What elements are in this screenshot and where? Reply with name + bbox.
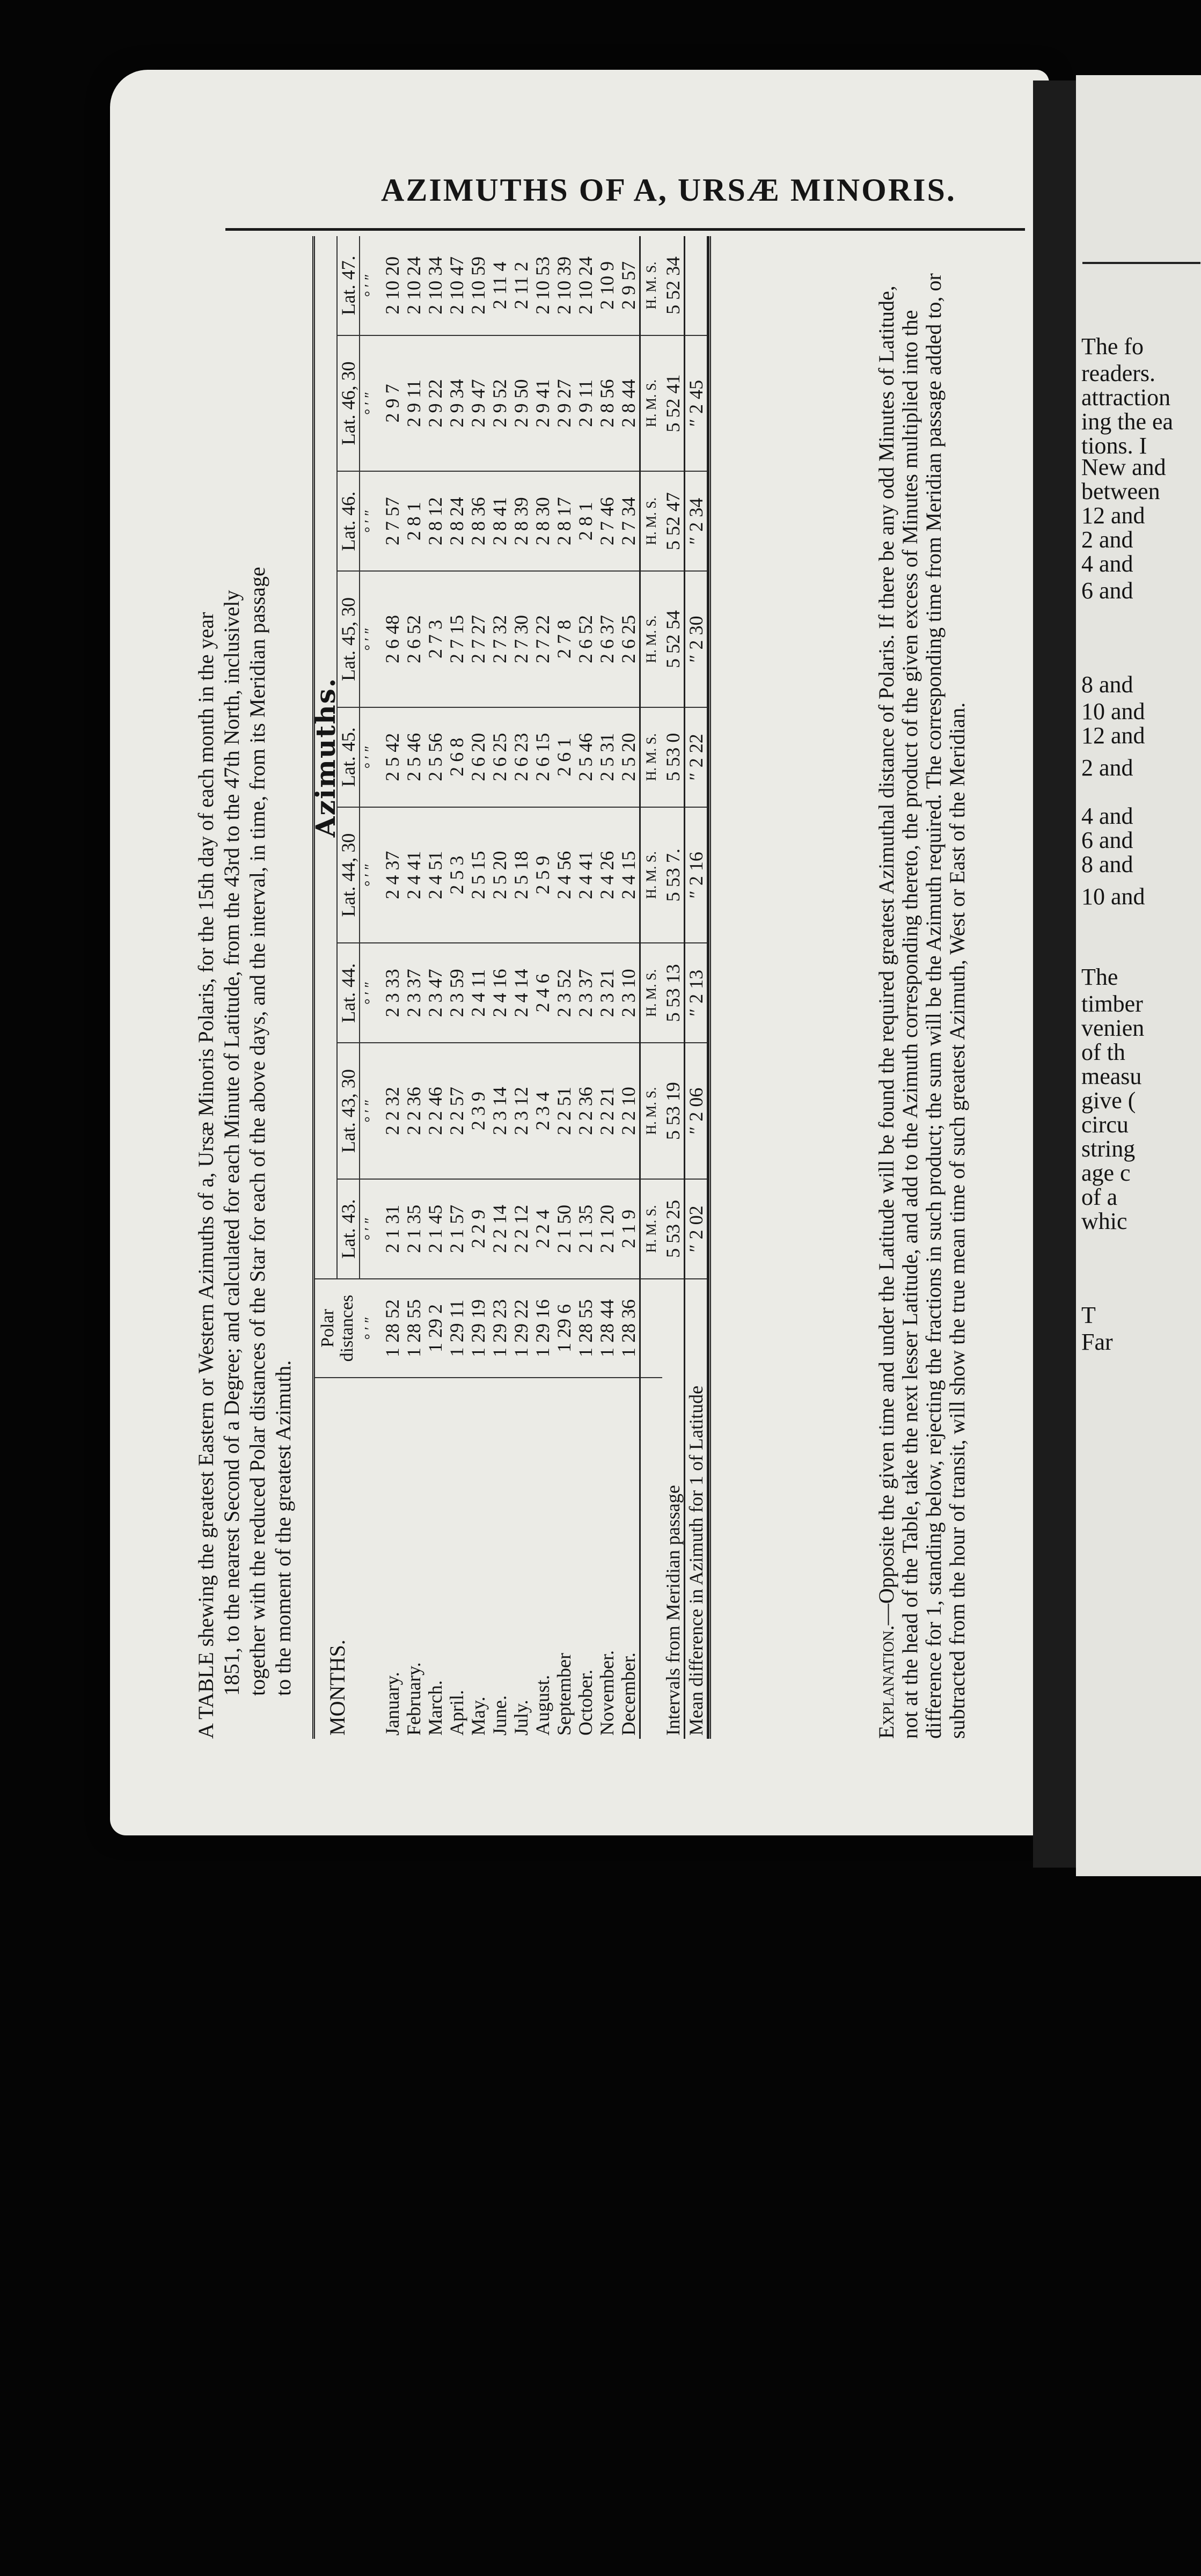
table-row [424, 236, 446, 1739]
title-rule [225, 228, 1025, 231]
right-page-text: attraction [1081, 384, 1171, 411]
azimuth-cell: 2 3 37 [575, 943, 596, 1043]
right-page-text: string [1081, 1136, 1136, 1162]
azimuth-cell: 2 7 57 [382, 471, 403, 571]
month-cell: November. [596, 1650, 618, 1736]
latitude-header: Lat. 43, 30 [337, 1043, 360, 1179]
interval-cell: 5 53 13 [662, 943, 685, 1043]
azimuth-cell: 2 11 4 [489, 236, 510, 335]
right-page-text: New and [1081, 454, 1166, 480]
azimuth-cell: 2 3 47 [424, 943, 446, 1043]
azimuth-cell: 2 7 30 [510, 571, 532, 707]
azimuth-table [312, 236, 711, 1739]
table-row [575, 236, 596, 1739]
month-cell: October. [575, 1670, 596, 1736]
azimuth-cell: 2 4 56 [553, 807, 575, 943]
azimuth-cell: 2 4 6 [532, 943, 553, 1043]
azimuth-cell: 2 2 4 [532, 1179, 553, 1279]
azimuth-cell: 2 4 11 [467, 943, 489, 1043]
azimuth-cell: 2 5 3 [446, 807, 467, 943]
azimuth-cell: 2 4 15 [618, 807, 640, 943]
azimuth-cell: 2 6 37 [596, 571, 618, 707]
azimuth-cell: 2 7 3 [424, 571, 446, 707]
azimuth-cell: 2 4 51 [424, 807, 446, 943]
azimuth-cell: 2 4 37 [382, 807, 403, 943]
units-cell: ° ′ ″ [360, 1043, 382, 1179]
azimuth-cell: 2 6 25 [618, 571, 640, 707]
interval-cell: 5 52 34 [662, 236, 685, 335]
units-cell: ° ′ ″ [360, 335, 382, 471]
azimuth-cell: 2 6 52 [575, 571, 596, 707]
right-page-text: venien [1081, 1015, 1145, 1041]
azimuth-cell: 2 8 44 [618, 335, 640, 471]
azimuth-cell: 2 3 52 [553, 943, 575, 1043]
right-page-text: measu [1081, 1063, 1142, 1089]
azimuth-cell: 2 5 56 [424, 707, 446, 807]
azimuth-cell: 2 4 16 [489, 943, 510, 1043]
azimuth-cell: 2 3 59 [446, 943, 467, 1043]
units-cell: ° ′ ″ [360, 571, 382, 707]
azimuth-cell: 2 8 39 [510, 471, 532, 571]
azimuth-cell: 2 11 2 [510, 236, 532, 335]
azimuth-cell: 2 7 22 [532, 571, 553, 707]
azimuth-cell: 2 9 11 [575, 335, 596, 471]
right-page-text: 2 and [1081, 526, 1133, 553]
table-row [618, 236, 640, 1739]
azimuth-cell: 2 6 52 [403, 571, 424, 707]
azimuth-cell: 2 2 57 [446, 1043, 467, 1179]
table-row [532, 236, 553, 1739]
azimuth-cell: 2 9 57 [618, 236, 640, 335]
latitude-header: Lat. 45, 30 [337, 571, 360, 707]
azimuth-cell: 2 10 20 [382, 236, 403, 335]
azimuth-cell: 2 9 50 [510, 335, 532, 471]
months-header: MONTHS. [325, 1640, 349, 1736]
interval-cell: 5 52 54 [662, 571, 685, 707]
table-row [446, 236, 467, 1739]
table-row [596, 236, 618, 1739]
month-cell: September [553, 1653, 575, 1736]
polar-distances-header: Polar distances [315, 1279, 360, 1378]
interval-cell: 5 52 41 [662, 335, 685, 471]
azimuth-cell: 2 1 35 [403, 1179, 424, 1279]
azimuth-cell: 2 5 18 [510, 807, 532, 943]
azimuth-cell: 2 3 9 [467, 1043, 489, 1179]
mean-difference-cell: ″ 2 22 [685, 707, 708, 807]
right-page-text: 6 and [1081, 827, 1133, 853]
caption-line: to the moment of the greatest Azimuth. [271, 1360, 295, 1696]
right-page-text: whic [1081, 1208, 1127, 1234]
hms-label: H. M. S. [640, 807, 663, 943]
azimuth-cell: 2 10 39 [553, 236, 575, 335]
right-page-text: ing the ea [1081, 408, 1174, 435]
table-row [510, 236, 532, 1739]
right-page-text: tions. I [1081, 433, 1147, 459]
month-cell: July. [510, 1700, 532, 1736]
table-row [382, 236, 403, 1739]
right-page [1076, 75, 1201, 1876]
right-page-text: between [1081, 478, 1160, 504]
azimuth-cell: 2 3 14 [489, 1043, 510, 1179]
azimuth-cell: 2 9 22 [424, 335, 446, 471]
azimuth-cell: 2 6 1 [553, 707, 575, 807]
table-row [553, 236, 575, 1739]
mean-difference-cell: ″ 2 30 [685, 571, 708, 707]
hms-label: H. M. S. [640, 1043, 663, 1179]
right-page-text: 6 and [1081, 577, 1133, 604]
intervals-row [662, 236, 685, 1739]
right-page-text: 2 and [1081, 755, 1133, 781]
azimuth-cell: 2 6 8 [446, 707, 467, 807]
azimuth-cell: 2 2 36 [575, 1043, 596, 1179]
azimuth-cell: 2 1 20 [596, 1179, 618, 1279]
azimuth-cell: 2 1 31 [382, 1179, 403, 1279]
polar-distance-cell: 1 29 2 [424, 1279, 446, 1378]
azimuth-cell: 2 9 52 [489, 335, 510, 471]
right-page-text: of a [1081, 1184, 1118, 1210]
mean-difference-cell: ″ 2 02 [685, 1179, 708, 1279]
latitude-header: Lat. 45. [337, 707, 360, 807]
right-page-text: 12 and [1081, 502, 1145, 529]
azimuth-cell: 2 3 12 [510, 1043, 532, 1179]
azimuth-cell: 2 8 24 [446, 471, 467, 571]
mean-difference-cell: ″ 2 16 [685, 807, 708, 943]
azimuth-cell: 2 10 34 [424, 236, 446, 335]
azimuth-cell: 2 9 27 [553, 335, 575, 471]
polar-distance-cell: 1 28 44 [596, 1279, 618, 1378]
azimuth-cell: 2 5 20 [489, 807, 510, 943]
azimuth-cell: 2 9 47 [467, 335, 489, 471]
azimuth-cell: 2 5 46 [575, 707, 596, 807]
polar-distance-cell: 1 28 52 [382, 1279, 403, 1378]
rotated-content [193, 236, 1030, 1739]
polar-distance-cell: 1 28 55 [403, 1279, 424, 1378]
right-page-text: readers. [1081, 360, 1156, 386]
azimuth-cell: 2 5 20 [618, 707, 640, 807]
units-cell: ° ′ ″ [360, 943, 382, 1043]
units-cell: ° ′ ″ [360, 1179, 382, 1279]
azimuth-cell: 2 2 46 [424, 1043, 446, 1179]
azimuth-cell: 2 2 51 [553, 1043, 575, 1179]
azimuth-cell: 2 6 25 [489, 707, 510, 807]
explanation-text: —Opposite the given time and under the Latitude will be found the required greatest Azimuthal distance of Polaris. If there be any odd Minutes of Latitude, not at the head of the Table, take the next lesser Latitude, and add to the Azimuth corresponding thereto, the product of the given excess of Minutes multiplied into the difference for 1, standing below, rejecting the fractions in such product; the sum will be the Azimuth required. The corresponding time from Meridian passage added to, or subtracted from the hour of transit, will show the true mean time of such greatest Azimuth, West or East of the Meridian. [874, 273, 969, 1739]
latitude-header: Lat. 46, 30 [337, 335, 360, 471]
azimuth-cell: 2 7 32 [489, 571, 510, 707]
right-page-text: 4 and [1081, 551, 1133, 577]
caption-line: A TABLE shewing the greatest Eastern or Western Azimuths of a, Ursæ Minoris Polaris, for the 15th day of each month in the year [194, 612, 218, 1739]
month-cell: May. [467, 1696, 489, 1736]
polar-distance-cell: 1 28 55 [575, 1279, 596, 1378]
azimuth-cell: 2 1 45 [424, 1179, 446, 1279]
right-page-text: 10 and [1081, 883, 1145, 910]
azimuth-cell: 2 5 42 [382, 707, 403, 807]
azimuth-cell: 2 6 20 [467, 707, 489, 807]
azimuth-cell: 2 7 34 [618, 471, 640, 571]
azimuth-cell: 2 8 12 [424, 471, 446, 571]
latitude-header: Lat. 47. [337, 236, 360, 335]
azimuth-cell: 2 5 46 [403, 707, 424, 807]
hms-label: H. M. S. [640, 471, 663, 571]
azimuth-cell: 2 1 50 [553, 1179, 575, 1279]
hms-row [640, 236, 663, 1739]
azimuth-cell: 2 3 10 [618, 943, 640, 1043]
hms-spacer [640, 1378, 663, 1739]
hms-label: H. M. S. [640, 1179, 663, 1279]
azimuth-cell: 2 2 9 [467, 1179, 489, 1279]
azimuth-cell: 2 10 24 [575, 236, 596, 335]
month-cell: February. [403, 1662, 424, 1736]
polar-distance-cell: 1 29 6 [553, 1279, 575, 1378]
right-page-text: The fo [1081, 333, 1144, 360]
units-cell: ° ′ ″ [360, 236, 382, 335]
interval-cell: 5 53 19 [662, 1043, 685, 1179]
polar-distance-cell: 1 29 23 [489, 1279, 510, 1378]
latitude-header: Lat. 44, 30 [337, 807, 360, 943]
mean-difference-cell [685, 236, 708, 335]
azimuth-cell: 2 9 7 [382, 335, 403, 471]
explanation-label: Explanation. [874, 1625, 898, 1739]
polar-distance-cell: 1 29 16 [532, 1279, 553, 1378]
caption-line: 1851, to the nearest Second of a Degree; and calculated for each Minute of Latitude, from the 43rd to the 47th North, inclusively [219, 590, 244, 1696]
right-page-rule [1082, 262, 1200, 264]
month-cell: March. [424, 1680, 446, 1736]
azimuth-cell: 2 9 11 [403, 335, 424, 471]
right-page-text: 8 and [1081, 851, 1133, 877]
hms-label: H. M. S. [640, 335, 663, 471]
azimuth-cell: 2 3 4 [532, 1043, 553, 1179]
azimuth-cell: 2 5 9 [532, 807, 553, 943]
caption-line: together with the reduced Polar distances of the Star for each of the above days, and the interval, in time, from its Meridian passage [245, 567, 269, 1696]
azimuth-cell: 2 2 36 [403, 1043, 424, 1179]
azimuth-cell: 2 4 14 [510, 943, 532, 1043]
interval-cell: 5 53 7. [662, 807, 685, 943]
mean-difference-cell: ″ 2 34 [685, 471, 708, 571]
right-page-text: 10 and [1081, 698, 1145, 724]
azimuth-cell: 2 7 46 [596, 471, 618, 571]
azimuth-cell: 2 6 23 [510, 707, 532, 807]
hms-spacer [640, 1279, 663, 1378]
azimuth-cell: 2 1 35 [575, 1179, 596, 1279]
azimuth-cell: 2 3 33 [382, 943, 403, 1043]
azimuth-cell: 2 9 34 [446, 335, 467, 471]
right-page-text: 8 and [1081, 671, 1133, 698]
mean-difference-cell: ″ 2 45 [685, 335, 708, 471]
latitude-header: Lat. 44. [337, 943, 360, 1043]
azimuth-cell: 2 4 41 [575, 807, 596, 943]
latitude-header: Lat. 43. [337, 1179, 360, 1279]
units-spacer [360, 1378, 382, 1739]
azimuth-cell: 2 10 24 [403, 236, 424, 335]
polar-distance-cell: 1 29 11 [446, 1279, 467, 1378]
intervals-label: Intervals from Meridian passage [662, 1279, 685, 1739]
mean-difference-cell: ″ 2 13 [685, 943, 708, 1043]
hms-label: H. M. S. [640, 943, 663, 1043]
azimuth-cell: 2 7 15 [446, 571, 467, 707]
hms-label: H. M. S. [640, 236, 663, 335]
azimuth-cell: 2 8 30 [532, 471, 553, 571]
polar-distance-cell: 1 29 19 [467, 1279, 489, 1378]
azimuth-cell: 2 8 56 [596, 335, 618, 471]
right-page-text: age c [1081, 1160, 1131, 1186]
right-page-text: 12 and [1081, 722, 1145, 749]
azimuth-cell: 2 8 17 [553, 471, 575, 571]
azimuth-cell: 2 3 21 [596, 943, 618, 1043]
mean-difference-row [685, 236, 708, 1739]
mean-difference-label: Mean difference in Azimuth for 1 of Latitude [685, 1279, 708, 1739]
right-page-text: circu [1081, 1111, 1129, 1138]
page-title: AZIMUTHS OF A, URSÆ MINORIS. [381, 172, 956, 208]
azimuth-cell: 2 8 36 [467, 471, 489, 571]
azimuth-cell: 2 10 53 [532, 236, 553, 335]
month-cell: August. [532, 1674, 553, 1736]
azimuth-cell: 2 10 47 [446, 236, 467, 335]
table-row [489, 236, 510, 1739]
right-page-text: give ( [1081, 1087, 1136, 1114]
units-row [360, 236, 382, 1739]
hms-label: H. M. S. [640, 571, 663, 707]
interval-cell: 5 53 0 [662, 707, 685, 807]
azimuths-header: Azimuths. [315, 236, 337, 1279]
azimuth-cell: 2 4 26 [596, 807, 618, 943]
azimuth-cell: 2 2 14 [489, 1179, 510, 1279]
azimuth-cell: 2 7 8 [553, 571, 575, 707]
azimuth-cell: 2 2 10 [618, 1043, 640, 1179]
mean-difference-cell: ″ 2 06 [685, 1043, 708, 1179]
interval-cell: 5 53 25 [662, 1179, 685, 1279]
azimuth-cell: 2 1 57 [446, 1179, 467, 1279]
azimuth-cell: 2 4 41 [403, 807, 424, 943]
azimuth-cell: 2 5 15 [467, 807, 489, 943]
azimuth-cell: 2 6 15 [532, 707, 553, 807]
azimuth-cell: 2 6 48 [382, 571, 403, 707]
interval-cell: 5 52 47 [662, 471, 685, 571]
polar-distance-cell: 1 29 22 [510, 1279, 532, 1378]
azimuth-cell: 2 8 41 [489, 471, 510, 571]
table-row [467, 236, 489, 1739]
azimuth-cell: 2 3 37 [403, 943, 424, 1043]
latitude-header: Lat. 46. [337, 471, 360, 571]
right-page-text: of th [1081, 1039, 1125, 1065]
right-page-text: The [1081, 964, 1118, 990]
units-cell: ° ′ ″ [360, 1279, 382, 1378]
month-cell: December. [618, 1378, 640, 1739]
azimuth-cell: 2 1 9 [618, 1179, 640, 1279]
azimuth-cell: 2 2 21 [596, 1043, 618, 1179]
hms-label: H. M. S. [640, 707, 663, 807]
azimuth-cell: 2 5 31 [596, 707, 618, 807]
azimuth-cell: 2 10 59 [467, 236, 489, 335]
polar-distance-cell: 1 28 36 [618, 1279, 640, 1378]
azimuth-cell: 2 8 1 [403, 471, 424, 571]
azimuth-cell: 2 7 27 [467, 571, 489, 707]
azimuth-cell: 2 2 32 [382, 1043, 403, 1179]
units-cell: ° ′ ″ [360, 807, 382, 943]
right-page-text: timber [1081, 991, 1143, 1017]
units-cell: ° ′ ″ [360, 471, 382, 571]
azimuth-cell: 2 8 1 [575, 471, 596, 571]
month-cell: June. [489, 1695, 510, 1736]
azimuth-cell: 2 10 9 [596, 236, 618, 335]
month-cell: January. [382, 1672, 403, 1736]
units-cell: ° ′ ″ [360, 707, 382, 807]
azimuth-cell: 2 9 41 [532, 335, 553, 471]
book-spine [1033, 80, 1081, 1868]
azimuth-cell: 2 2 12 [510, 1179, 532, 1279]
right-page-text: Far [1081, 1329, 1113, 1355]
right-page-text: T [1081, 1302, 1096, 1328]
month-cell: April. [446, 1690, 467, 1736]
table-row [403, 236, 424, 1739]
right-page-text: 4 and [1081, 803, 1133, 829]
explanation [875, 258, 969, 1739]
